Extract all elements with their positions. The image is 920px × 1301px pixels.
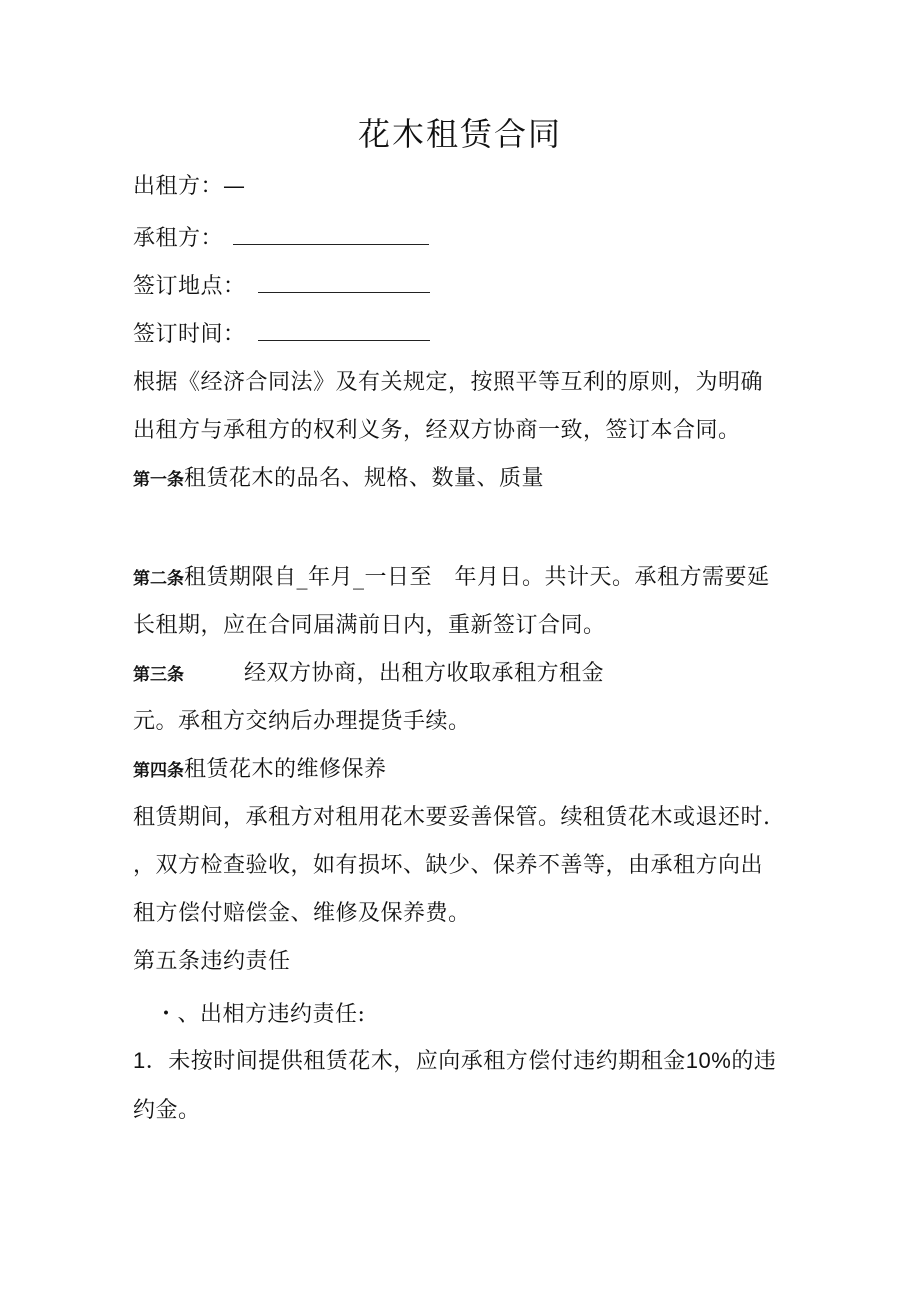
- sign-time-blank: [258, 318, 430, 341]
- article-4-body-2: ，双方检查验收，如有损坏、缺少、保养不善等，由承租方向出: [133, 853, 764, 878]
- article-3-label: 第三条: [133, 665, 184, 685]
- lessor-label: 出租方：—: [133, 174, 246, 199]
- lessee-label: 承租方：: [133, 226, 224, 251]
- article-3-text: 经双方协商，出租方收取承租方租金: [244, 661, 605, 686]
- article-3-cont: 元。承租方交纳后办理提货手续。: [133, 709, 471, 734]
- article-4-text: 租赁花木的维修保养: [184, 757, 387, 782]
- lessor-line: [133, 172, 246, 202]
- item-1-text-a: ．未按时间提供租赁花木，应向承租方偿付违约期租金: [145, 1049, 686, 1074]
- sign-time-line: [133, 318, 430, 350]
- article-1-text: 租赁花木的品名、规格、数量、质量: [184, 466, 545, 491]
- preamble-line-2: 出租方与承租方的权利义务，经双方协商一致，签订本合同。: [133, 418, 741, 443]
- article-2-text: 租赁期限自_年月_一日至 年月日。共计天。承租方需要延: [184, 565, 770, 590]
- article-1-label: 第一条: [133, 470, 184, 490]
- document-title: 花木租赁合同: [357, 115, 562, 153]
- lessee-blank: [233, 222, 429, 245]
- article-4-body-3: 租方偿付赔偿金、维修及保养费。: [133, 901, 471, 926]
- article-5-sub-heading: ・、出相方违约责任:: [155, 1002, 366, 1027]
- article-5-item-1-cont: 约金。: [133, 1098, 201, 1123]
- item-1-number: 1: [133, 1048, 146, 1073]
- preamble-line-1: 根据《经济合同法》及有关规定，按照平等互利的原则，为明确: [133, 370, 764, 395]
- article-1: [133, 464, 544, 495]
- article-3: [133, 659, 604, 690]
- sign-place-blank: [258, 270, 430, 293]
- article-4: [133, 755, 387, 786]
- item-1-percent: 10%: [685, 1048, 732, 1073]
- item-1-text-b: 的违: [731, 1049, 777, 1074]
- article-5-item-1: [133, 1046, 776, 1077]
- article-2-label: 第二条: [133, 569, 184, 589]
- article-2: [133, 563, 770, 594]
- article-5-title: 第五条违约责任: [133, 949, 291, 974]
- sign-place-label: 签订地点：: [133, 274, 246, 299]
- article-4-body-1: 租赁期间，承租方对租用花木要妥善保管。续租赁花木或退还时.: [133, 805, 771, 830]
- sign-place-line: [133, 270, 430, 302]
- sign-time-label: 签订时间：: [133, 322, 246, 347]
- article-2-cont: 长租期，应在合同届满前日内，重新签订合同。: [133, 613, 606, 638]
- lessee-line: [133, 222, 429, 254]
- article-4-label: 第四条: [133, 761, 184, 781]
